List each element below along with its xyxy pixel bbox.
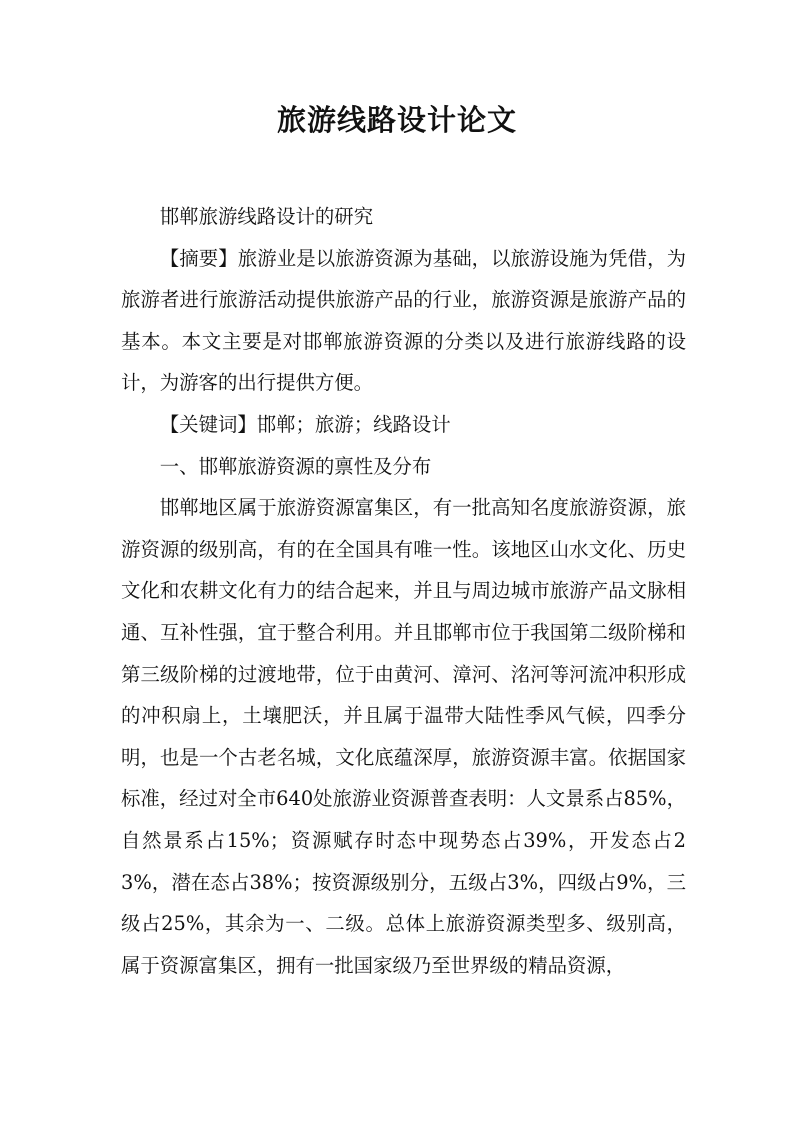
section-heading: 一、邯郸旅游资源的禀性及分布 xyxy=(159,454,432,478)
paper-subtitle-paragraph: 邯郸旅游线路设计的研究 xyxy=(159,205,374,228)
keywords-paragraph: 【关键词】邯郸；旅游；线路设计 xyxy=(159,412,451,436)
document-body xyxy=(121,196,686,986)
body-paragraph: 邯郸地区属于旅游资源富集区，有一批高知名度旅游资源，旅游资源的级别高，有的在全国具有唯一性。该地区山水文化、历史文化和农耕文化有力的结合起来，并且与周边城市旅游产品文脉相通、互补性强，宜于整合利用。并且邯郸市位于我国第二级阶梯和第三级阶梯的过渡地带，位于由黄河、漳河、洺河等河流冲积形成的冲积扇上，土壤肥沃，并且属于温带大陆性季风气候，四季分明，也是一个古老名城，文化底蕴深厚，旅游资源丰富。依据国家标准，经过对全市640处旅游业资源普查表明：人文景系占85%，自然景系占15%；资源赋存时态中现势态占39%，开发态占23%，潜在态占38%；按资源级别分，五级占3%，四级占9%，三级占25%，其余为一、二级。总体上旅游资源类型多、级别高，属于资源富集区，拥有一批国家级乃至世界级的精品资源， xyxy=(121,496,686,977)
document-title: 旅游线路设计论文 xyxy=(276,103,517,137)
abstract-paragraph: 【摘要】旅游业是以旅游资源为基础，以旅游设施为凭借，为旅游者进行旅游活动提供旅游产品的行业，旅游资源是旅游产品的基本。本文主要是对邯郸旅游资源的分类以及进行旅游线路的设计，为游客的出行提供方便。 xyxy=(121,246,686,395)
